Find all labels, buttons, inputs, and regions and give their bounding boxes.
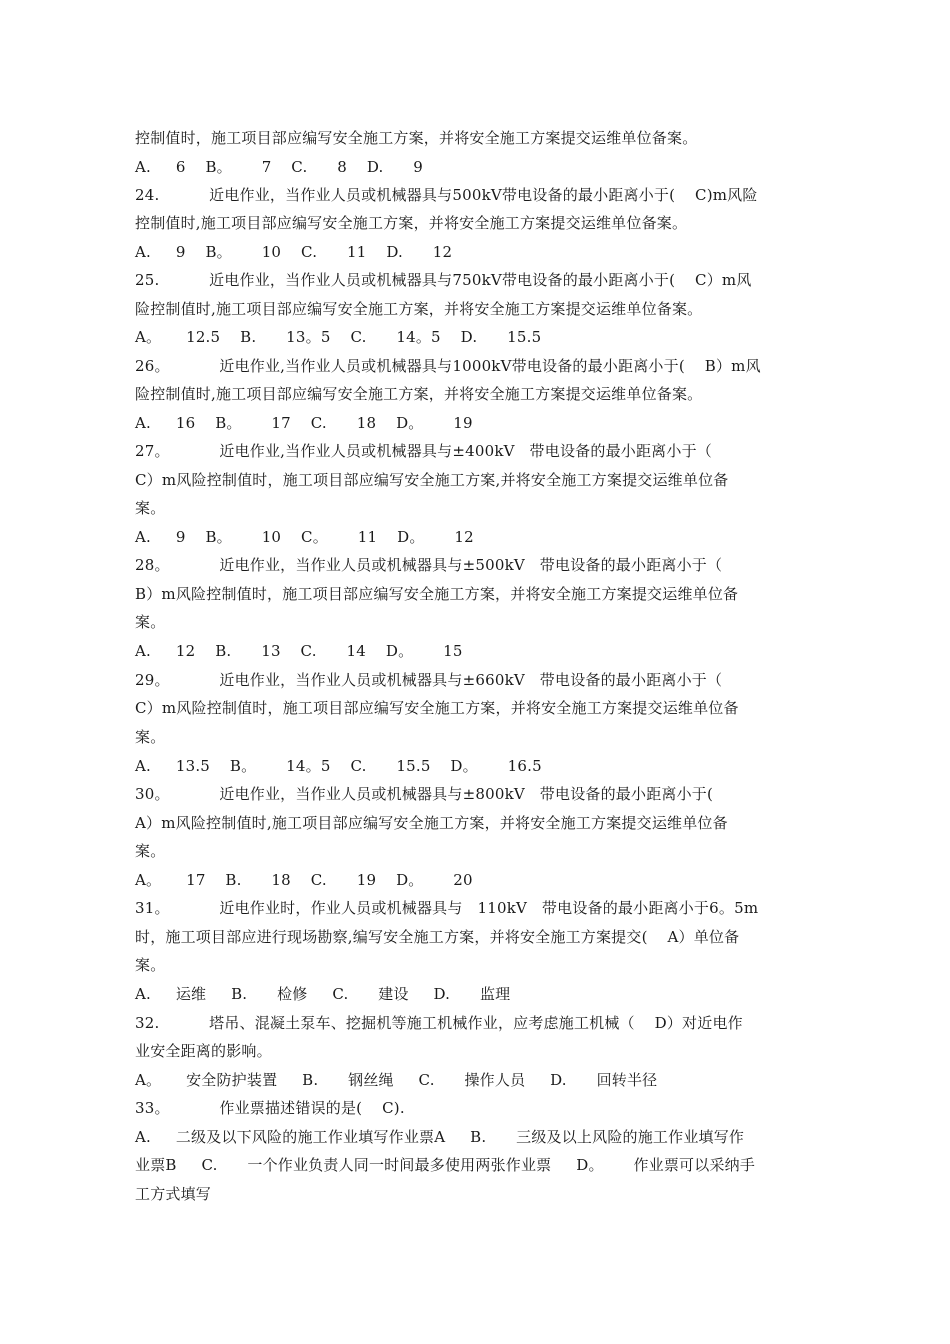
options-line: A。 安全防护装置 B. 钢丝绳 C. 操作人员 D. 回转半径: [135, 1071, 658, 1089]
text-line: C）m风险控制值时，施工项目部应编写安全施工方案，并将安全施工方案提交运维单位备: [135, 699, 739, 717]
options-line: A。 12.5 B. 13。5 C. 14。5 D. 15.5: [135, 328, 542, 346]
question-line: 30。 近电作业，当作业人员或机械器具与±800kV 带电设备的最小距离小于(: [135, 785, 714, 803]
options-line: 业票B C. 一个作业负责人同一时间最多使用两张作业票 D。 作业票可以采纳手: [135, 1156, 756, 1174]
options-line: A. 9 B。 10 C. 11 D. 12: [135, 243, 453, 261]
question-line: 32. 塔吊、混凝土泵车、挖掘机等施工机械作业，应考虑施工机械（ D）对近电作: [135, 1014, 743, 1032]
question-line: 24. 近电作业，当作业人员或机械器具与500kV带电设备的最小距离小于( C)m风险: [135, 186, 758, 204]
text-line: 控制值时,施工项目部应编写安全施工方案，并将安全施工方案提交运维单位备案。: [135, 214, 688, 232]
question-line: 31。 近电作业时，作业人员或机械器具与 110kV 带电设备的最小距离小于6。5m: [135, 899, 759, 917]
question-line: 33。 作业票描述错误的是( C).: [135, 1099, 405, 1117]
options-line: 工方式填写: [135, 1185, 212, 1203]
options-line: A. 9 B。 10 C。 11 D。 12: [135, 528, 474, 546]
options-line: A. 12 B. 13 C. 14 D。 15: [135, 642, 463, 660]
question-line: 25. 近电作业，当作业人员或机械器具与750kV带电设备的最小距离小于( C）m风: [135, 271, 752, 289]
text-line: C）m风险控制值时，施工项目部应编写安全施工方案,并将安全施工方案提交运维单位备: [135, 471, 729, 489]
options-line: A. 二级及以下风险的施工作业填写作业票A B. 三级及以上风险的施工作业填写作: [135, 1128, 745, 1146]
text-line: A）m风险控制值时,施工项目部应编写安全施工方案，并将安全施工方案提交运维单位备: [135, 814, 728, 832]
options-line: A. 运维 B. 检修 C. 建设 D. 监理: [135, 985, 511, 1003]
question-line: 29。 近电作业，当作业人员或机械器具与±660kV 带电设备的最小距离小于（: [135, 671, 723, 689]
text-line: 案。: [135, 728, 166, 746]
options-line: A。 17 B. 18 C. 19 D。 20: [135, 871, 473, 889]
question-line: 28。 近电作业，当作业人员或机械器具与±500kV 带电设备的最小距离小于（: [135, 556, 723, 574]
text-line: 险控制值时,施工项目部应编写安全施工方案，并将安全施工方案提交运维单位备案。: [135, 300, 703, 318]
text-line: 案。: [135, 956, 166, 974]
question-line: 27。 近电作业,当作业人员或机械器具与±400kV 带电设备的最小距离小于（: [135, 442, 712, 460]
text-line: 时，施工项目部应进行现场勘察,编写安全施工方案，并将安全施工方案提交( A）单位备: [135, 928, 740, 946]
question-line: 26。 近电作业,当作业人员或机械器具与1000kV带电设备的最小距离小于( B）m风: [135, 357, 761, 375]
options-line: A. 13.5 B。 14。5 C. 15.5 D。 16.5: [135, 757, 542, 775]
text-line: A. 6 B。 7 C. 8 D. 9: [135, 158, 424, 176]
text-line: 险控制值时,施工项目部应编写安全施工方案，并将安全施工方案提交运维单位备案。: [135, 385, 703, 403]
options-line: A. 16 B。 17 C. 18 D。 19: [135, 414, 473, 432]
text-line: 控制值时，施工项目部应编写安全施工方案，并将安全施工方案提交运维单位备案。: [135, 129, 698, 147]
text-line: 案。: [135, 499, 166, 517]
text-line: 业安全距离的影响。: [135, 1042, 272, 1060]
text-line: 案。: [135, 842, 166, 860]
text-line: 案。: [135, 613, 166, 631]
text-line: B）m风险控制值时，施工项目部应编写安全施工方案，并将安全施工方案提交运维单位备: [135, 585, 739, 603]
